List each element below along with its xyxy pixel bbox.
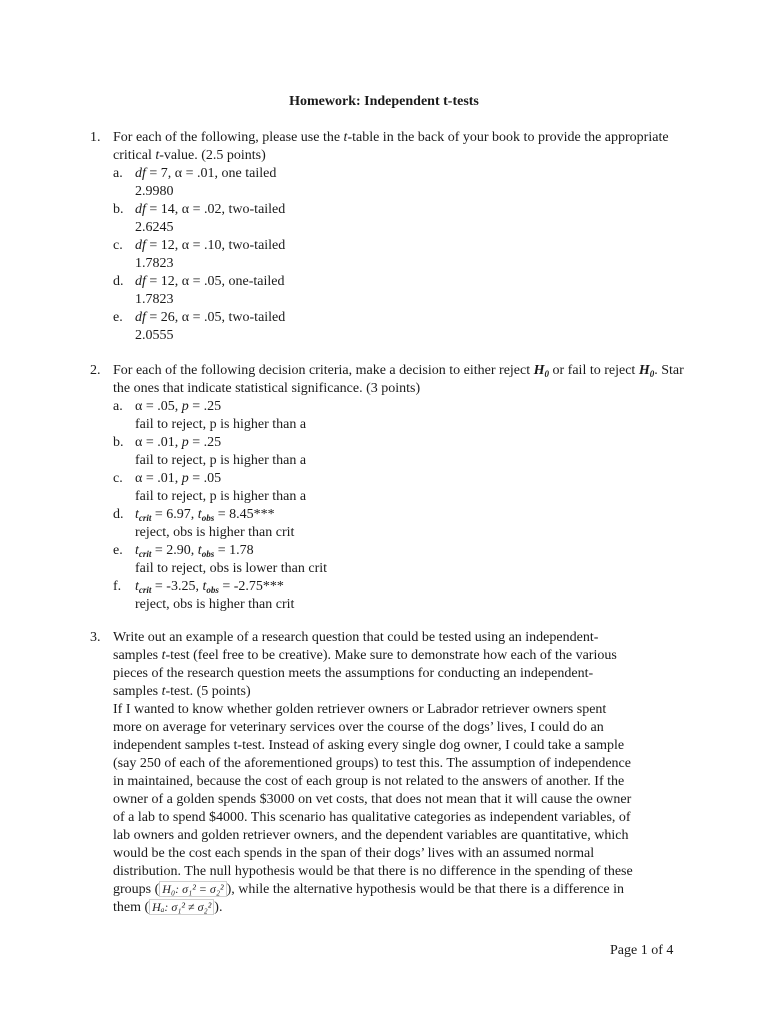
answer-line: would be the cost each spends in the span of their dogs’ lives with an assumed normal — [113, 846, 595, 861]
sub-question-text: = 14, α = .02, two-tailed — [145, 202, 286, 217]
t-symbol: t — [202, 579, 207, 594]
sub-question-label: c. — [113, 471, 123, 486]
answer-line: more on average for veterinary services over the course of the dogs’ lives, I could do an — [113, 720, 604, 735]
df-symbol: df — [135, 166, 146, 181]
alt-hypothesis-formula: Hₐ: σ₁² ≠ σ₂² — [149, 899, 214, 915]
answer-line: groups ( H₀: σ₁² = σ₂² ), while the alternative hypothesis would be that there is a difference in — [113, 882, 625, 897]
t-symbol: t — [135, 579, 139, 594]
sub-question-label: c. — [113, 238, 123, 253]
sub-question-text: = 7, α = .01, one tailed — [145, 166, 277, 181]
sub-question — [90, 165, 690, 183]
t-subscript: crit — [138, 513, 152, 523]
t-symbol: t — [135, 543, 139, 558]
sub-question-value: = 2.90, — [151, 543, 198, 558]
question-2 — [90, 362, 690, 614]
df-symbol: df — [135, 238, 146, 253]
t-subscript: crit — [138, 585, 152, 595]
question-1 — [90, 129, 690, 345]
sub-question-value: = 6.97, — [151, 507, 198, 522]
answer-line: If I wanted to know whether golden retriever owners or Labrador retriever owners spent — [113, 702, 607, 717]
df-symbol: df — [135, 202, 146, 217]
sub-question-value: = .25 — [188, 399, 222, 414]
sub-question-text: = 12, α = .10, two-tailed — [145, 238, 286, 253]
question-3-answer — [90, 701, 690, 881]
sub-question — [90, 434, 690, 452]
answer-text: 1.7823 — [135, 292, 174, 307]
t-subscript: obs — [201, 513, 215, 523]
t-symbol: t — [197, 507, 202, 522]
sub-question-text: = 12, α = .05, one-tailed — [145, 274, 285, 289]
sub-question-label: b. — [113, 435, 124, 450]
t-subscript: obs — [201, 549, 215, 559]
sub-question-value: = .05 — [188, 471, 222, 486]
sub-question-label: d. — [113, 274, 124, 289]
df-symbol: df — [135, 274, 146, 289]
t-symbol: t — [135, 507, 139, 522]
question-1-items — [90, 165, 690, 345]
sub-question — [90, 542, 690, 560]
answer-text: reject, obs is higher than crit — [135, 597, 295, 612]
t-subscript: obs — [206, 585, 219, 595]
answer-line: them ( Hₐ: σ₁² ≠ σ₂² ). — [113, 900, 223, 915]
p-symbol: p — [181, 399, 189, 414]
page-number: Page 1 of 4 — [610, 943, 674, 958]
sub-question — [90, 309, 690, 327]
answer-text: fail to reject, p is higher than a — [135, 417, 307, 432]
answer-text: fail to reject, p is higher than a — [135, 489, 307, 504]
sub-question — [90, 506, 690, 524]
question-number: 1. — [90, 130, 101, 145]
sub-question-label: f. — [113, 579, 122, 594]
question-text: For each of the following decision criteria, make a decision to either reject $H_0$ or fail to reject $H_0$. Star the ones that indicate statistical significance. (3 points) — [113, 363, 684, 396]
sub-question — [90, 470, 690, 488]
answer-text: 2.0555 — [135, 328, 174, 343]
answer-line: of a lab to spend $4000. This scenario has qualitative categories as independent variables, of — [113, 810, 631, 825]
answer-line: distribution. The null hypothesis would be that there is no difference in the spending of these — [113, 864, 633, 879]
sub-question-label: d. — [113, 507, 124, 522]
sub-question-text: = 26, α = .05, two-tailed — [145, 310, 286, 325]
question-text: For each of the following, please use the t-table in the back of your book to provide the appropriate critical t-value. (2.5 points) — [113, 130, 669, 163]
sub-question-label: e. — [113, 543, 123, 558]
answer-text: fail to reject, obs is lower than crit — [135, 561, 328, 576]
answer-text: 1.7823 — [135, 256, 174, 271]
df-symbol: df — [135, 310, 146, 325]
answer-line: independent samples t-test. Instead of asking every single dog owner, I could take a sample — [113, 738, 625, 753]
sub-question-text: α = .05, — [135, 399, 182, 414]
question-number: 2. — [90, 363, 101, 378]
sub-question-value: = -2.75*** — [218, 579, 284, 594]
null-hypothesis-formula: H₀: σ₁² = σ₂² — [159, 881, 226, 897]
sub-question-label: b. — [113, 202, 124, 217]
question-number: 3. — [90, 630, 101, 645]
answer-text: fail to reject, p is higher than a — [135, 453, 307, 468]
sub-question-value: = 8.45*** — [214, 507, 275, 522]
sub-question-value: = 1.78 — [214, 543, 254, 558]
t-subscript: crit — [138, 549, 152, 559]
sub-question-label: a. — [113, 399, 123, 414]
question-2-items — [90, 398, 690, 614]
sub-question — [90, 201, 690, 219]
answer-line: (say 250 of each of the aforementioned groups) to test this. The assumption of independence — [113, 756, 631, 771]
answer-line: in maintained, because the cost of each group is not related to the answers of another. If the — [113, 774, 625, 789]
page-title: Homework: Independent t-tests — [289, 94, 479, 109]
p-symbol: p — [181, 471, 189, 486]
question-3 — [90, 629, 690, 917]
sub-question-value: = -3.25, — [151, 579, 203, 594]
sub-question — [90, 578, 690, 596]
answer-text: reject, obs is higher than crit — [135, 525, 295, 540]
answer-text: 2.9980 — [135, 184, 174, 199]
sub-question — [90, 273, 690, 291]
sub-question — [90, 237, 690, 255]
sub-question — [90, 398, 690, 416]
sub-question-label: a. — [113, 166, 123, 181]
answer-line: lab owners and golden retriever owners, and the dependent variables are quantitative, which — [113, 828, 629, 843]
t-symbol: t — [197, 543, 202, 558]
answer-text: 2.6245 — [135, 220, 174, 235]
sub-question-value: = .25 — [188, 435, 222, 450]
question-text: Write out an example of a research question that could be tested using an independent- samples t-test (feel free to be creative). Make sure to demonstrate how each of the various pieces of the research question meets the assumptions for conducting an independent- samples t-test. (5 points) — [113, 630, 617, 699]
sub-question-label: e. — [113, 310, 123, 325]
p-symbol: p — [181, 435, 189, 450]
answer-line: owner of a golden spends $3000 on vet costs, that does not mean that it will cause the owner — [113, 792, 632, 807]
sub-question-text: α = .01, — [135, 471, 182, 486]
sub-question-text: α = .01, — [135, 435, 182, 450]
